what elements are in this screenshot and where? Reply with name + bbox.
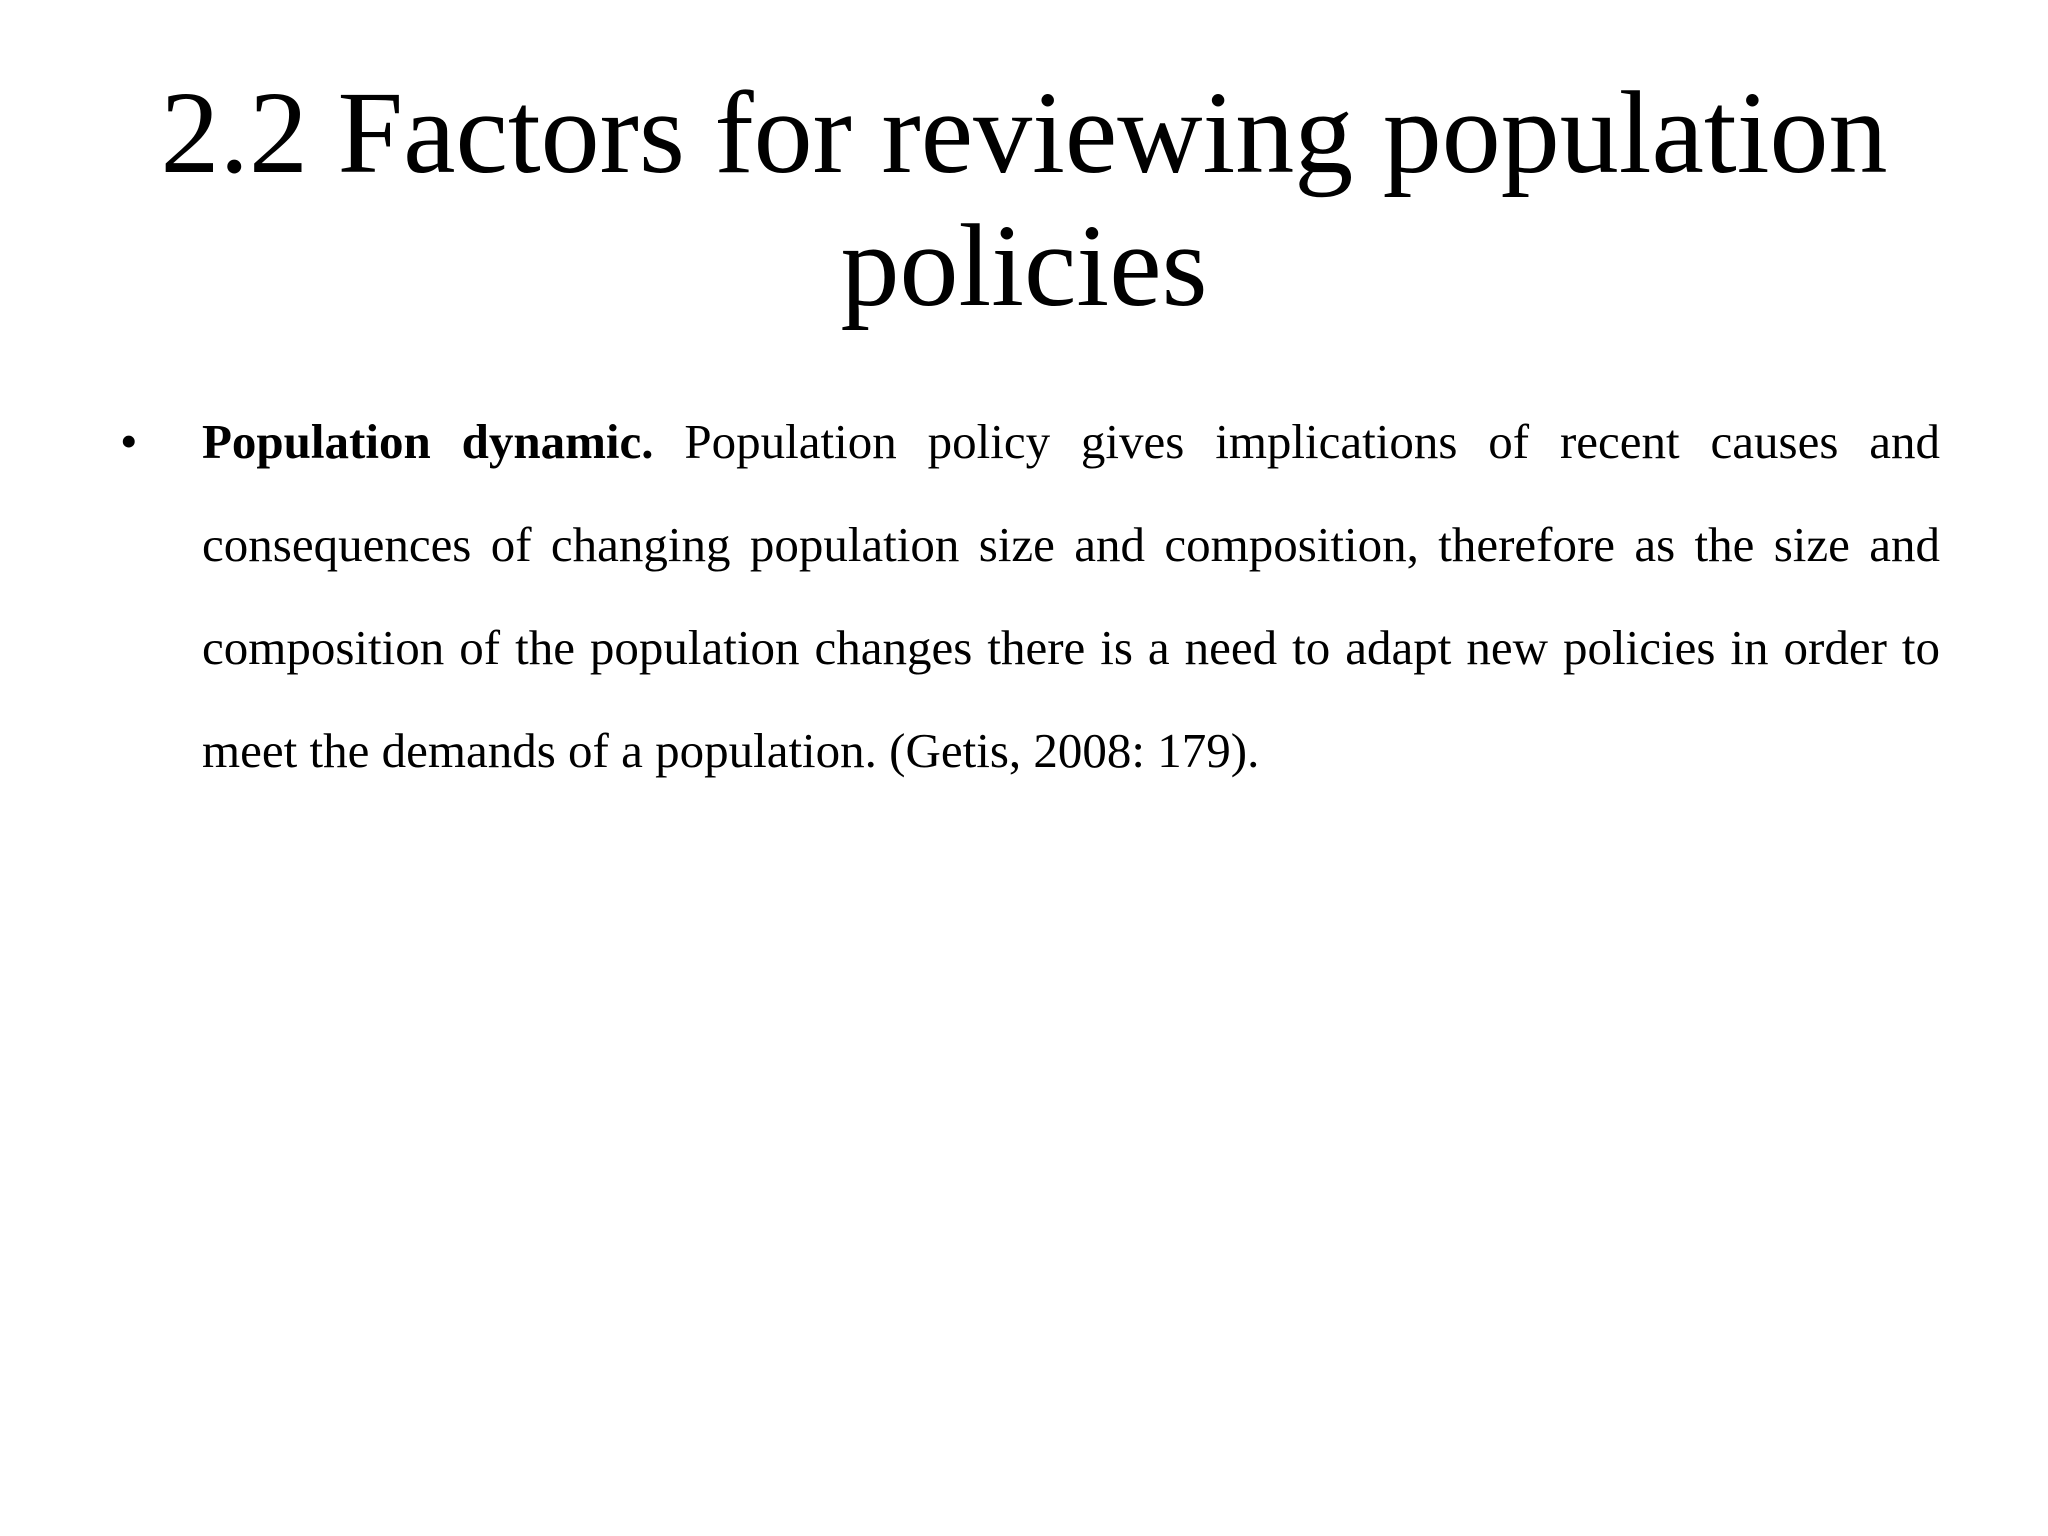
bullet-list xyxy=(120,390,1940,802)
bullet-paragraph xyxy=(202,390,1940,802)
bullet-heading: Population dynamic. xyxy=(202,414,654,469)
slide-title: 2.2 Factors for reviewing population policies xyxy=(160,67,1888,331)
bullet-item-population-dynamic xyxy=(120,390,1940,802)
bullet-body-text: Population policy gives implications of recent causes and consequences of changing population size and composition, therefore as the size and composition of the population changes there is a need to adapt new policies in order to meet the demands of a population. (Getis, 2008: 179). xyxy=(202,414,1941,778)
bullet-marker: • xyxy=(120,413,138,469)
